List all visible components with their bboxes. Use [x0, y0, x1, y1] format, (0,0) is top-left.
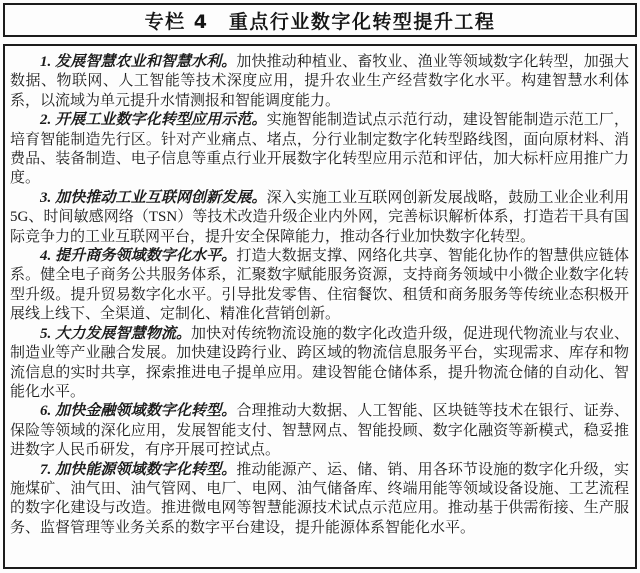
paragraph-7-text: 推动能源产、运、储、销、用各环节设施的数字化升级，实施煤矿、油气田、油气管网、电厂、电网、油气储备库、终端用能等领域设备设施、工艺流程的数字化建设与改造。推进微电网等智慧能源技术试点示范应用。推动基于供需衔接、生产服务、监督管理等业务关系的数字平台建设，提升能源体系智能化水平。 [10, 461, 629, 536]
paragraph-2-text: 实施智能制造试点示范行动，建设智能制造示范工厂，培育智能制造先行区。针对产业痛点、堵点，分行业制定数字化转型路线图，面向原材料、消费品、装备制造、电子信息等重点行业开展数字化转型应用示范和评估，加大标杆应用推广力度。 [10, 112, 629, 187]
paragraph-2 [10, 111, 629, 189]
panel-title-box [3, 3, 637, 37]
paragraph-4 [10, 247, 629, 325]
paragraph-7-lead: 7. 加快能源领域数字化转型。 [40, 461, 237, 478]
paragraph-5 [10, 325, 629, 403]
paragraph-3-text: 深入实施工业互联网创新发展战略，鼓励工业企业利用5G、时间敏感网络（TSN）等技术改造升级企业内外网，完善标识解析体系，打造若干具有国际竞争力的工业互联网平台，提升安全保障能力，推动各行业加快数字化转型。 [10, 189, 629, 245]
paragraph-5-text: 加快对传统物流设施的数字化改造升级，促进现代物流业与农业、制造业等产业融合发展。加快建设跨行业、跨区域的物流信息服务平台，实现需求、库存和物流信息的实时共享，探索推进电子提单应用。建设智能仓储体系，提升物流仓储的自动化、智能化水平。 [10, 325, 629, 400]
paragraph-4-lead: 4. 提升商务领域数字化水平。 [40, 248, 237, 265]
paragraph-6-text: 合理推动大数据、人工智能、区块链等技术在银行、证券、保险等领域的深化应用，发展智能支付、智慧网点、智能投顾、数字化融资等新模式，稳妥推进数字人民币研发，有序开展可控试点。 [10, 403, 629, 459]
panel-title: 专栏 4 重点行业数字化转型提升工程 [144, 10, 496, 33]
paragraph-1-lead: 1. 发展智慧农业和智慧水利。 [40, 54, 237, 70]
paragraph-1 [10, 53, 629, 111]
paragraph-3-lead: 3. 加快推动工业互联网创新发展。 [40, 189, 267, 206]
paragraph-6 [10, 402, 629, 460]
paragraph-7 [10, 461, 629, 539]
paragraph-4-text: 打造大数据支撑、网络化共享、智能化协作的智慧供应链体系。健全电子商务公共服务体系，汇聚数字赋能服务资源，支持商务领域中小微企业数字化转型升级。提升贸易数字化水平。引导批发零售、住宿餐饮、租赁和商务服务等传统业态积极开展线上线下、全渠道、定制化、精准化营销创新。 [10, 248, 629, 323]
paragraph-2-lead: 2. 开展工业数字化转型应用示范。 [40, 112, 267, 129]
paragraph-6-lead: 6. 加快金融领域数字化转型。 [40, 403, 237, 420]
paragraph-5-lead: 5. 大力发展智慧物流。 [40, 325, 192, 342]
paragraph-3 [10, 189, 629, 247]
panel-body [3, 44, 637, 569]
paragraph-1-text: 加快推动种植业、畜牧业、渔业等领域数字化转型，加强大数据、物联网、人工智能等技术深度应用，提升农业生产经营数字化水平。构建智慧水利体系，以流域为单元提升水情测报和智能调度能力。 [10, 54, 629, 109]
